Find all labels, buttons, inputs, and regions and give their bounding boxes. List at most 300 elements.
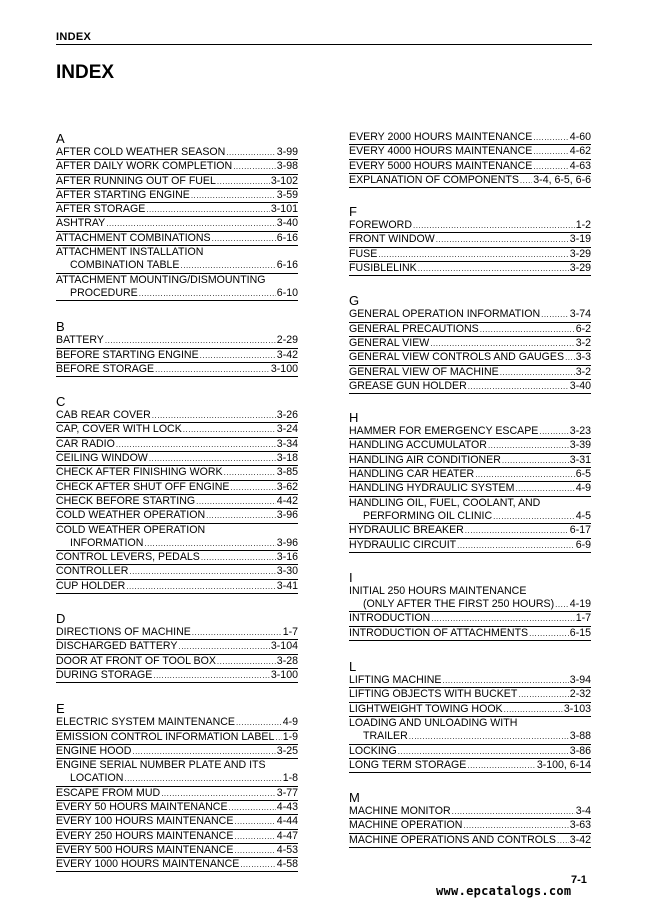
entry-page-ref: 4-47	[276, 829, 298, 842]
entry-page-ref: 2-29	[276, 334, 298, 347]
dot-leader	[226, 146, 275, 159]
dot-leader	[518, 688, 568, 701]
entry-page-ref: 3-16	[276, 551, 298, 564]
entry-page-ref: 3-40	[276, 217, 298, 230]
entry-page-ref: 6-16	[276, 259, 298, 272]
entry-page-ref: 3-62	[276, 480, 298, 493]
entry-label: AFTER COLD WEATHER SEASON	[56, 146, 226, 158]
index-section-d	[56, 611, 298, 683]
section-letter: C	[56, 394, 66, 410]
dot-leader	[533, 131, 569, 144]
entry-page-ref: 3-29	[569, 247, 591, 260]
entry-label: FOREWORD	[349, 219, 412, 232]
entry-label: FUSE	[349, 247, 378, 260]
index-entry[interactable]	[349, 233, 591, 247]
dot-leader	[539, 425, 568, 438]
dot-leader	[229, 801, 276, 814]
dot-leader	[153, 669, 270, 682]
running-header: INDEX	[56, 31, 592, 45]
entry-page-ref: 6-9	[575, 538, 591, 551]
index-entry[interactable]	[56, 565, 298, 579]
dot-leader	[144, 537, 275, 550]
entry-label: HYDRAULIC BREAKER	[349, 524, 464, 537]
section-letter: F	[349, 204, 357, 220]
entry-label: DISCHARGED BATTERY	[56, 640, 178, 653]
dot-leader	[124, 772, 281, 785]
entry-label: ATTACHMENT COMBINATIONS	[56, 231, 211, 244]
section-letter: B	[56, 319, 65, 335]
entry-page-ref: 3-19	[569, 233, 591, 246]
index-entry[interactable]	[349, 351, 591, 365]
entry-page-ref: 1-7	[575, 612, 591, 625]
index-entry[interactable]	[349, 323, 591, 337]
entry-label: (ONLY AFTER THE FIRST 250 HOURS)	[363, 598, 555, 611]
section-letter: L	[349, 659, 357, 675]
entry-label: INITIAL 250 HOURS MAINTENANCE	[349, 584, 527, 597]
dot-leader	[234, 815, 275, 828]
index-section-e	[56, 701, 298, 872]
dot-leader	[413, 219, 575, 232]
dot-leader	[217, 655, 276, 668]
entry-page-ref: 3-28	[276, 654, 298, 667]
entry-page-ref: 6-16	[276, 231, 298, 244]
dot-leader	[132, 745, 275, 758]
entry-page-ref: 3-40	[569, 379, 591, 392]
entry-page-ref: 3-63	[569, 819, 591, 832]
index-entry[interactable]	[56, 175, 298, 189]
entry-page-ref: 6-15	[569, 626, 591, 639]
entry-label: INTRODUCTION OF ATTACHMENTS	[349, 626, 529, 639]
entry-page-ref: 1-8	[282, 772, 298, 785]
index-entry[interactable]	[56, 815, 298, 829]
entry-page-ref: 4-42	[276, 494, 298, 507]
entry-page-ref: 4-62	[569, 145, 591, 158]
entry-label: EVERY 1000 HOURS MAINTENANCE	[56, 858, 240, 871]
entry-page-ref: 4-63	[569, 159, 591, 172]
entry-page-ref: 4-43	[276, 800, 298, 813]
index-entry[interactable]	[349, 612, 591, 626]
index-entry[interactable]	[56, 246, 298, 259]
dot-leader	[475, 468, 575, 481]
entry-page-ref: 3-3	[575, 351, 591, 364]
index-entry[interactable]	[56, 537, 298, 551]
index-entry[interactable]	[56, 409, 298, 423]
index-entry[interactable]	[349, 539, 591, 553]
entry-label: EXPLANATION OF COMPONENTS	[349, 173, 519, 186]
index-entry[interactable]	[56, 274, 298, 287]
entry-page-ref: 3-26	[276, 409, 298, 422]
entry-label: EVERY 100 HOURS MAINTENANCE	[56, 815, 234, 828]
entry-label: DURING STORAGE	[56, 668, 153, 681]
index-entry[interactable]	[349, 510, 591, 524]
index-entry[interactable]	[56, 423, 298, 437]
index-entry[interactable]	[56, 551, 298, 565]
dot-leader	[502, 454, 569, 467]
entry-page-ref: 3-85	[276, 466, 298, 479]
entry-label: PERFORMING OIL CLINIC	[363, 509, 493, 522]
dot-leader	[183, 423, 276, 436]
index-entry[interactable]	[349, 454, 591, 468]
index-entry[interactable]	[56, 452, 298, 466]
index-entry[interactable]	[56, 495, 298, 509]
entry-page-ref: 3-102	[270, 174, 298, 187]
section-letter: A	[56, 131, 65, 146]
index-entry[interactable]	[56, 655, 298, 669]
dot-leader	[520, 174, 532, 187]
dot-leader	[106, 217, 276, 230]
entry-label: AFTER STARTING ENGINE	[56, 188, 190, 201]
entry-page-ref: 1-2	[575, 219, 591, 232]
dot-leader	[565, 351, 575, 364]
entry-label: TRAILER	[363, 730, 408, 743]
entry-label: CEILING WINDOW	[56, 452, 148, 465]
index-entry[interactable]	[56, 481, 298, 495]
dot-leader	[230, 481, 275, 494]
dot-leader	[161, 787, 276, 800]
index-entry[interactable]	[56, 580, 298, 594]
entry-label: GREASE GUN HOLDER	[349, 379, 467, 392]
entry-page-ref: 3-25	[276, 744, 298, 757]
dot-leader	[234, 844, 275, 857]
entry-label: GENERAL VIEW CONTROLS AND GAUGES	[349, 351, 565, 364]
entry-page-ref: 3-96	[276, 536, 298, 549]
dot-leader	[378, 248, 569, 261]
entry-page-ref: 3-30	[276, 565, 298, 578]
dot-leader	[533, 145, 569, 158]
entry-label: ESCAPE FROM MUD	[56, 786, 161, 799]
dot-leader	[468, 380, 569, 393]
index-section-m	[349, 790, 591, 848]
dot-leader	[493, 510, 575, 523]
dot-leader	[500, 366, 575, 379]
dot-leader	[488, 439, 569, 452]
entry-label: ENGINE SERIAL NUMBER PLATE AND ITS	[56, 759, 266, 772]
index-entry[interactable]	[349, 759, 591, 773]
entry-page-ref: 4-5	[575, 509, 591, 522]
entry-page-ref: 3-18	[276, 452, 298, 465]
index-column-left	[56, 131, 298, 872]
index-entry[interactable]	[349, 627, 591, 641]
index-entry[interactable]	[349, 834, 591, 848]
index-entry[interactable]	[349, 145, 591, 159]
index-section-l	[349, 659, 591, 773]
entry-page-ref: 4-58	[276, 858, 298, 871]
dot-leader	[181, 259, 276, 272]
entry-label: HANDLING HYDRAULIC SYSTEM	[349, 482, 515, 495]
entry-label: ATTACHMENT INSTALLATION	[56, 246, 204, 259]
index-entry[interactable]	[56, 287, 298, 301]
page-title: INDEX	[56, 62, 115, 83]
dot-leader	[217, 175, 270, 188]
index-entry[interactable]	[56, 232, 298, 246]
index-entry[interactable]	[349, 174, 591, 188]
index-entry[interactable]	[349, 674, 591, 688]
entry-label: FRONT WINDOW	[349, 233, 435, 246]
entry-label: INTRODUCTION	[349, 612, 431, 625]
index-entry[interactable]	[56, 334, 298, 348]
index-entry[interactable]	[56, 640, 298, 654]
dot-leader	[200, 349, 276, 362]
index-section-b	[56, 319, 298, 377]
entry-label: CUP HOLDER	[56, 579, 126, 592]
entry-page-ref: 3-100, 6-14	[536, 758, 591, 771]
index-entry[interactable]	[349, 248, 591, 262]
index-entry[interactable]	[56, 160, 298, 174]
dot-leader	[442, 674, 568, 687]
entry-label: GENERAL VIEW	[349, 336, 430, 349]
entry-page-ref: 3-74	[569, 308, 591, 321]
entry-label: EVERY 5000 HOURS MAINTENANCE	[349, 159, 533, 172]
entry-label: DOOR AT FRONT OF TOOL BOX	[56, 654, 216, 667]
dot-leader	[418, 262, 569, 275]
index-entry[interactable]	[56, 189, 298, 203]
entry-label: LOADING AND UNLOADING WITH	[349, 716, 518, 729]
entry-page-ref: 1-7	[282, 626, 298, 639]
dot-leader	[236, 716, 282, 729]
entry-label: AFTER RUNNING OUT OF FUEL	[56, 174, 216, 187]
entry-label: COMBINATION TABLE	[70, 259, 180, 272]
entry-label: ELECTRIC SYSTEM MAINTENANCE	[56, 716, 235, 729]
dot-leader	[529, 627, 569, 640]
entry-page-ref: 3-42	[276, 348, 298, 361]
entry-page-ref: 2-32	[569, 688, 591, 701]
entry-label: CHECK BEFORE STARTING	[56, 494, 196, 507]
dot-leader	[275, 731, 281, 744]
index-entry[interactable]	[349, 497, 591, 510]
index-entry[interactable]	[56, 349, 298, 363]
index-entry[interactable]	[349, 688, 591, 702]
entry-label: CONTROLLER	[56, 565, 129, 578]
dot-leader	[224, 466, 276, 479]
dot-leader	[126, 580, 276, 593]
dot-leader	[234, 830, 275, 843]
section-letter: H	[349, 410, 359, 426]
entry-page-ref: 3-59	[276, 188, 298, 201]
entry-page-ref: 3-31	[569, 453, 591, 466]
index-entry[interactable]	[56, 438, 298, 452]
entry-page-ref: 4-9	[282, 716, 298, 729]
index-entry[interactable]	[56, 759, 298, 772]
entry-label: CAB REAR COVER	[56, 409, 151, 422]
entry-label: GENERAL OPERATION INFORMATION	[349, 308, 541, 321]
index-entry[interactable]	[349, 131, 591, 145]
index-entry[interactable]	[349, 819, 591, 833]
index-entry[interactable]	[56, 772, 298, 786]
section-letter: M	[349, 790, 360, 806]
entry-page-ref: 3-101	[270, 203, 298, 216]
page-number: 7-1	[571, 874, 587, 886]
dot-leader	[233, 160, 276, 173]
dot-leader	[178, 640, 269, 653]
index-entry[interactable]	[349, 482, 591, 496]
dot-leader	[201, 551, 276, 564]
entry-label: HAMMER FOR EMERGENCY ESCAPE	[349, 425, 539, 438]
entry-page-ref: 3-41	[276, 579, 298, 592]
dot-leader	[533, 160, 569, 173]
index-entry[interactable]	[349, 425, 591, 439]
dot-leader	[191, 189, 276, 202]
entry-page-ref: 3-29	[569, 262, 591, 275]
dot-leader	[457, 539, 575, 552]
entry-label: ENGINE HOOD	[56, 744, 132, 757]
entry-label: ATTACHMENT MOUNTING/DISMOUNTING	[56, 273, 266, 286]
entry-label: CAR RADIO	[56, 437, 115, 450]
dot-leader	[409, 730, 569, 743]
entry-label: BATTERY	[56, 334, 104, 347]
dot-leader	[555, 598, 569, 611]
index-entry[interactable]	[349, 262, 591, 276]
index-entry[interactable]	[349, 366, 591, 380]
entry-page-ref: 3-4, 6-5, 6-6	[533, 173, 591, 186]
entry-label: LIFTING OBJECTS WITH BUCKET	[349, 688, 518, 701]
entry-label: COLD WEATHER OPERATION	[56, 523, 206, 536]
entry-label: EVERY 250 HOURS MAINTENANCE	[56, 829, 234, 842]
entry-label: BEFORE STARTING ENGINE	[56, 348, 199, 361]
entry-label: MACHINE OPERATIONS AND CONTROLS	[349, 833, 556, 846]
index-entry[interactable]	[349, 337, 591, 351]
entry-page-ref: 4-53	[276, 843, 298, 856]
entry-label: HANDLING AIR CONDITIONER	[349, 453, 501, 466]
index-entry[interactable]	[56, 146, 298, 160]
entry-page-ref: 3-4	[575, 805, 591, 818]
dot-leader	[398, 745, 569, 758]
index-section-a	[56, 131, 298, 301]
index-entry[interactable]	[349, 598, 591, 612]
index-entry[interactable]	[56, 731, 298, 745]
index-entry[interactable]	[349, 468, 591, 482]
entry-page-ref: 3-103	[563, 702, 591, 715]
index-entry[interactable]	[349, 717, 591, 730]
index-entry[interactable]	[56, 801, 298, 815]
dot-leader	[541, 308, 569, 321]
index-entry[interactable]	[349, 439, 591, 453]
index-entry[interactable]	[56, 830, 298, 844]
index-entry[interactable]	[56, 844, 298, 858]
dot-leader	[452, 805, 575, 818]
index-entry[interactable]	[349, 805, 591, 819]
dot-leader	[436, 233, 569, 246]
entry-page-ref: 3-39	[569, 439, 591, 452]
index-section-c	[56, 394, 298, 594]
dot-leader	[431, 612, 574, 625]
entry-page-ref: 4-9	[575, 482, 591, 495]
index-entry[interactable]	[349, 219, 591, 233]
entry-page-ref: 3-23	[569, 425, 591, 438]
entry-page-ref: 3-42	[569, 833, 591, 846]
dot-leader	[192, 626, 282, 639]
index-entry[interactable]	[56, 787, 298, 801]
entry-label: CHECK AFTER SHUT OFF ENGINE	[56, 480, 230, 493]
entry-page-ref: 6-10	[276, 286, 298, 299]
dot-leader	[467, 759, 535, 772]
dot-leader	[129, 565, 275, 578]
entry-label: AFTER DAILY WORK COMPLETION	[56, 160, 233, 173]
index-entry[interactable]	[56, 363, 298, 377]
index-entry[interactable]	[56, 745, 298, 759]
index-column-right	[349, 131, 591, 848]
watermark-url: www.epcatalogs.com	[436, 884, 572, 898]
entry-page-ref: 3-86	[569, 744, 591, 757]
entry-page-ref: 3-96	[276, 509, 298, 522]
index-entry[interactable]	[56, 509, 298, 523]
index-entry[interactable]	[349, 160, 591, 174]
dot-leader	[105, 334, 276, 347]
index-entry[interactable]	[56, 669, 298, 683]
entry-label: EVERY 500 HOURS MAINTENANCE	[56, 843, 234, 856]
entry-label: INFORMATION	[70, 536, 144, 549]
index-entry[interactable]	[349, 730, 591, 744]
entry-page-ref: 4-19	[569, 598, 591, 611]
entry-page-ref: 3-77	[276, 786, 298, 799]
index-entry[interactable]	[56, 217, 298, 231]
dot-leader	[146, 203, 270, 216]
entry-page-ref: 3-99	[276, 146, 298, 158]
index-entry[interactable]	[349, 524, 591, 538]
entry-label: LIFTING MACHINE	[349, 674, 442, 687]
entry-label: GENERAL VIEW OF MACHINE	[349, 365, 499, 378]
dot-leader	[139, 287, 276, 300]
entry-label: HANDLING OIL, FUEL, COOLANT, AND	[349, 496, 541, 509]
entry-page-ref: 3-104	[270, 640, 298, 653]
dot-leader	[504, 703, 563, 716]
dot-leader	[206, 509, 276, 522]
entry-label: COLD WEATHER OPERATION	[56, 509, 206, 522]
dot-leader	[116, 438, 276, 451]
entry-label: CONTROL LEVERS, PEDALS	[56, 551, 200, 564]
entry-page-ref: 1-9	[282, 730, 298, 743]
entry-label: CAP, COVER WITH LOCK	[56, 423, 182, 436]
index-section-f	[349, 204, 591, 276]
index-entry[interactable]	[349, 585, 591, 598]
section-letter: I	[349, 569, 353, 585]
entry-label: HANDLING CAR HEATER	[349, 468, 475, 481]
entry-page-ref: 6-2	[575, 322, 591, 335]
index-section-i	[349, 570, 591, 641]
index-entry[interactable]	[56, 524, 298, 537]
index-entry[interactable]	[349, 703, 591, 717]
index-entry[interactable]	[56, 466, 298, 480]
entry-label: CHECK AFTER FINISHING WORK	[56, 466, 223, 479]
index-entry[interactable]	[349, 308, 591, 322]
entry-label: EVERY 4000 HOURS MAINTENANCE	[349, 145, 533, 158]
entry-label: LOCATION	[70, 772, 124, 785]
index-entry[interactable]	[349, 745, 591, 759]
entry-page-ref: 3-24	[276, 423, 298, 436]
dot-leader	[196, 495, 276, 508]
dot-leader	[155, 363, 270, 376]
index-section-continued	[349, 131, 591, 188]
index-entry[interactable]	[56, 203, 298, 217]
index-entry[interactable]	[56, 626, 298, 640]
entry-page-ref: 3-2	[575, 365, 591, 378]
index-entry[interactable]	[56, 858, 298, 872]
index-entry[interactable]	[56, 259, 298, 273]
index-entry[interactable]	[56, 716, 298, 730]
entry-label: EVERY 50 HOURS MAINTENANCE	[56, 800, 228, 813]
entry-page-ref: 3-100	[270, 362, 298, 375]
entry-label: MACHINE MONITOR	[349, 805, 451, 818]
entry-label: MACHINE OPERATION	[349, 819, 463, 832]
entry-label: ASHTRAY	[56, 217, 106, 230]
section-letter: D	[56, 611, 66, 627]
dot-leader	[515, 482, 574, 495]
entry-page-ref: 6-5	[575, 468, 591, 481]
entry-label: LOCKING	[349, 744, 397, 757]
index-entry[interactable]	[349, 380, 591, 394]
dot-leader	[465, 524, 569, 537]
entry-label: FUSIBLELINK	[349, 262, 417, 275]
entry-page-ref: 3-88	[569, 730, 591, 743]
